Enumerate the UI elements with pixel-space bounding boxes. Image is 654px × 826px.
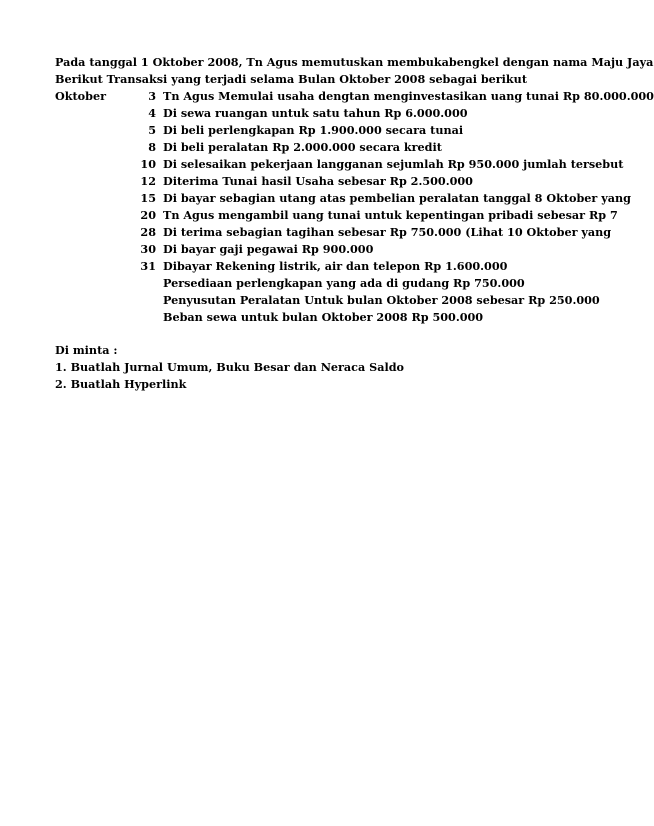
task-item: 1. Buatlah Jurnal Umum, Buku Besar dan Neraca Saldo bbox=[55, 360, 404, 374]
transaction-text: Di beli peralatan Rp 2.000.000 secara kredit bbox=[163, 140, 442, 154]
intro-line-2: Berikut Transaksi yang terjadi selama Bulan Oktober 2008 sebagai berikut bbox=[55, 72, 527, 86]
transaction-text: Diterima Tunai hasil Usaha sebesar Rp 2.500.000 bbox=[163, 174, 473, 188]
transaction-text: Tn Agus Memulai usaha dengtan menginvestasikan uang tunai Rp 80.000.000 bbox=[163, 89, 654, 103]
transaction-day: 31 bbox=[140, 259, 156, 273]
transaction-day: 8 bbox=[148, 140, 156, 154]
transaction-day: 3 bbox=[148, 89, 156, 103]
intro-line-1: Pada tanggal 1 Oktober 2008, Tn Agus memutuskan membukabengkel dengan nama Maju Jaya bbox=[55, 55, 654, 69]
transaction-text: Dibayar Rekening listrik, air dan telepon Rp 1.600.000 bbox=[163, 259, 508, 273]
adjustment-line: Beban sewa untuk bulan Oktober 2008 Rp 500.000 bbox=[163, 310, 484, 324]
transaction-day: 4 bbox=[148, 106, 156, 120]
month-label: Oktober bbox=[55, 89, 106, 103]
transaction-day: 10 bbox=[140, 157, 156, 171]
task-item: 2. Buatlah Hyperlink bbox=[55, 377, 187, 391]
transaction-day: 12 bbox=[140, 174, 156, 188]
transaction-text: Di beli perlengkapan Rp 1.900.000 secara tunai bbox=[163, 123, 464, 137]
transaction-day: 30 bbox=[140, 242, 156, 256]
transaction-day: 20 bbox=[140, 208, 156, 222]
adjustment-line: Penyusutan Peralatan Untuk bulan Oktober 2008 sebesar Rp 250.000 bbox=[163, 293, 600, 307]
tasks-heading: Di minta : bbox=[55, 343, 118, 357]
transaction-text: Di terima sebagian tagihan sebesar Rp 750.000 (Lihat 10 Oktober yang bbox=[163, 225, 612, 239]
transaction-text: Tn Agus mengambil uang tunai untuk kepentingan pribadi sebesar Rp 7 bbox=[163, 208, 618, 222]
transaction-text: Di sewa ruangan untuk satu tahun Rp 6.000.000 bbox=[163, 106, 468, 120]
adjustment-line: Persediaan perlengkapan yang ada di gudang Rp 750.000 bbox=[163, 276, 525, 290]
transaction-day: 28 bbox=[140, 225, 156, 239]
transaction-day: 15 bbox=[140, 191, 156, 205]
transaction-text: Di bayar gaji pegawai Rp 900.000 bbox=[163, 242, 374, 256]
transaction-day: 5 bbox=[148, 123, 156, 137]
transaction-text: Di bayar sebagian utang atas pembelian peralatan tanggal 8 Oktober yang bbox=[163, 191, 631, 205]
transaction-text: Di selesaikan pekerjaan langganan sejumlah Rp 950.000 jumlah tersebut bbox=[163, 157, 624, 171]
